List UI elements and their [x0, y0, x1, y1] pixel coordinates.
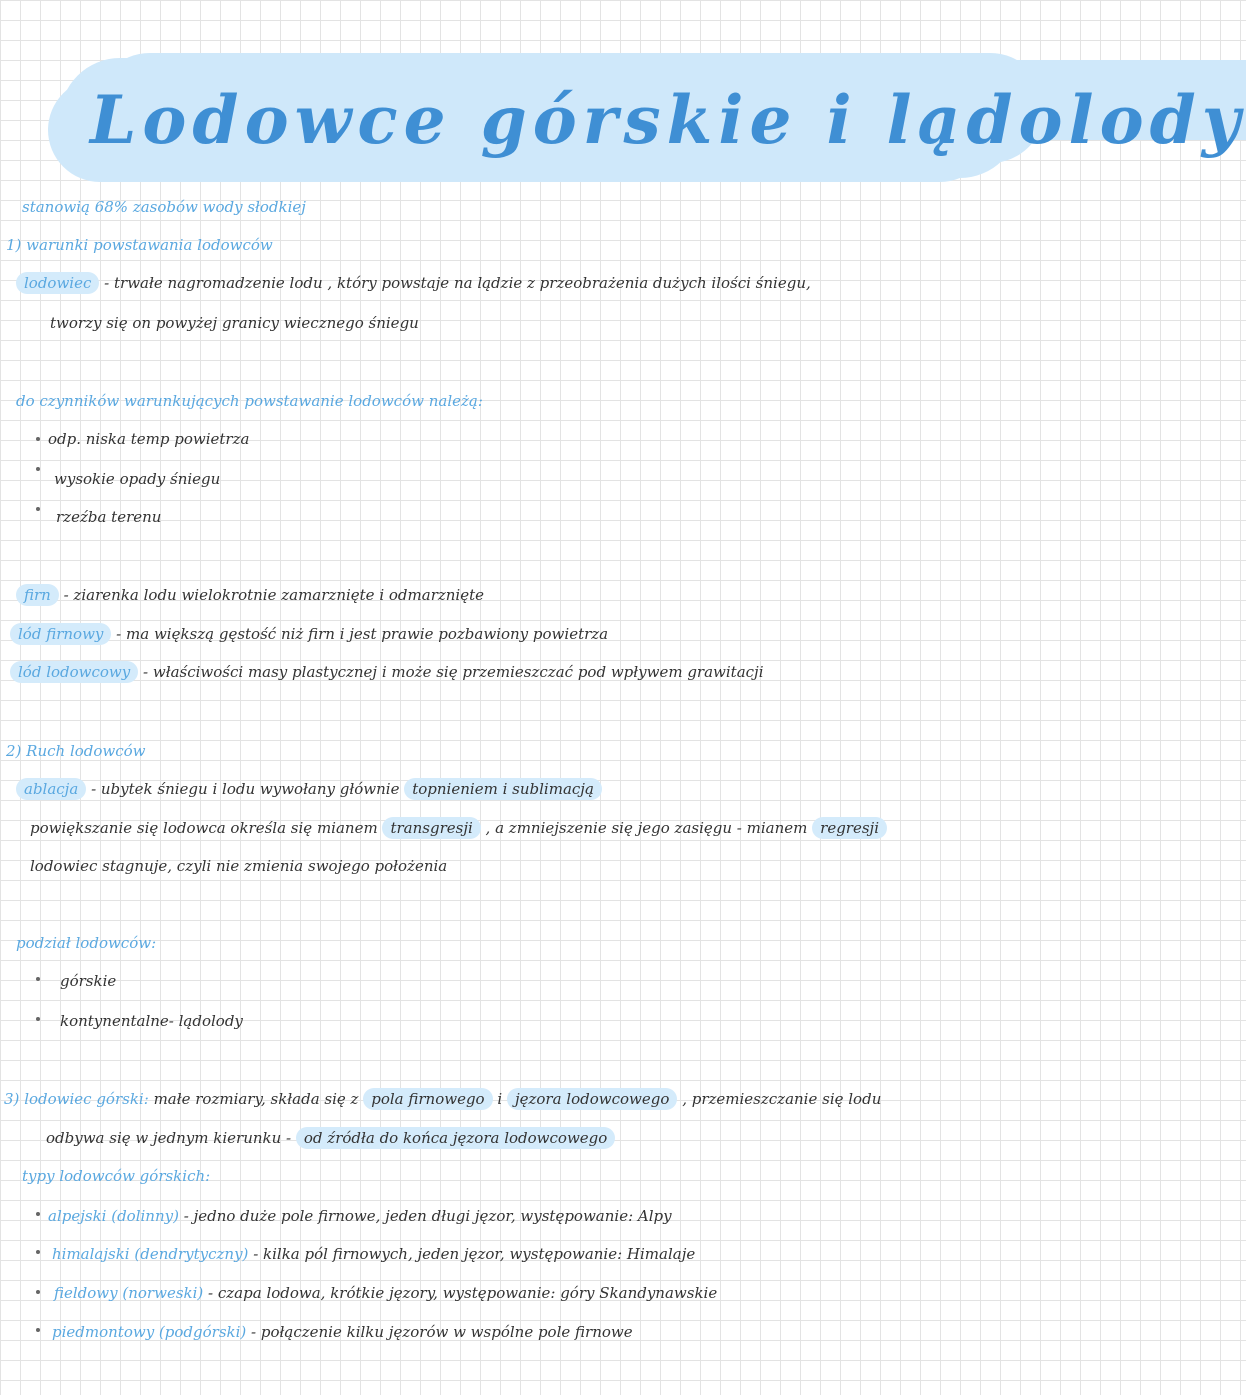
lodowiec-gorski-term: lodowiec górski: — [24, 1090, 149, 1108]
ablacja-definition — [16, 778, 602, 800]
bullet-dot — [36, 1017, 40, 1021]
lod-firnowy-term: lód firnowy — [10, 623, 111, 645]
direction-highlight: od źródła do końca jęzora lodowcowego — [296, 1127, 615, 1149]
division-heading: podział lodowców: — [16, 934, 157, 952]
regresja-term: regresji — [812, 817, 887, 839]
lod-lodowcowy-definition — [10, 661, 764, 683]
lod-lodowcowy-text: - właściwości masy plastycznej i może się przemieszczać pod wpływem grawitacji — [143, 663, 764, 681]
bullet-dot — [36, 437, 40, 441]
bullet-dot — [36, 1212, 40, 1216]
section2-heading: 2) Ruch lodowców — [6, 742, 146, 760]
lodowiec-definition-line2: tworzy się on powyżej granicy wiecznego śniegu — [50, 314, 419, 332]
type-item — [52, 1243, 695, 1265]
division-item: górskie — [60, 972, 117, 990]
section3-heading-text: małe rozmiary, składa się z — [153, 1090, 359, 1108]
sublimacja-word: sublimacją — [512, 780, 594, 798]
intro-text: stanowią 68% zasobów wody słodkiej — [22, 198, 306, 216]
section3-line2 — [46, 1127, 615, 1149]
and-word: i — [497, 1090, 503, 1108]
ablacja-text: - ubytek śniegu i lodu wywołany głównie — [91, 780, 400, 798]
section3-heading-tail: , przemieszczanie się lodu — [682, 1090, 882, 1108]
transgresja-term: transgresji — [382, 817, 480, 839]
bullet-dot — [36, 1290, 40, 1294]
bullet-dot — [36, 1328, 40, 1332]
type-text: - czapa lodowa, krótkie jęzory, występowanie: góry Skandynawskie — [208, 1284, 718, 1302]
lodowiec-term: lodowiec — [16, 272, 99, 294]
bullet-dot — [36, 1250, 40, 1254]
bullet-dot — [36, 977, 40, 981]
bullet-dot — [36, 507, 40, 511]
type-name: piedmontowy (podgórski) — [52, 1323, 247, 1341]
division-item: kontynentalne- lądolody — [60, 1012, 243, 1030]
lod-firnowy-text: - ma większą gęstość niż firn i jest prawie pozbawiony powietrza — [116, 625, 609, 643]
pole-firnowe-term: pola firnowego — [363, 1088, 492, 1110]
section3-number: 3) — [4, 1090, 20, 1108]
factor-item: wysokie opady śniegu — [54, 470, 221, 488]
type-item — [52, 1321, 633, 1343]
transgresja-mid: , a zmniejszenie się jego zasięgu - mianem — [485, 819, 808, 837]
lodowiec-definition-text: - trwałe nagromadzenie lodu , który powstaje na lądzie z przeobrażenia dużych ilości śniegu, — [104, 274, 811, 292]
factor-item: rzeźba terenu — [56, 508, 162, 526]
and-word: i — [502, 780, 508, 798]
transgresja-pre: powiększanie się lodowca określa się mianem — [30, 819, 378, 837]
section3-heading — [4, 1088, 881, 1110]
section1-heading: 1) warunki powstawania lodowców — [6, 236, 273, 254]
type-text: - jedno duże pole firnowe, jeden długi jęzor, występowanie: Alpy — [183, 1207, 672, 1225]
ablacja-highlight — [404, 778, 602, 800]
transgresja-line — [30, 817, 887, 839]
firn-text: - ziarenka lodu wielokrotnie zamarznięte i odmarznięte — [63, 586, 485, 604]
stagnacja-line: lodowiec stagnuje, czyli nie zmienia swojego położenia — [30, 857, 448, 875]
lodowiec-definition — [16, 272, 811, 294]
ablacja-term: ablacja — [16, 778, 86, 800]
lod-lodowcowy-term: lód lodowcowy — [10, 661, 138, 683]
factors-heading: do czynników warunkujących powstawanie lodowców należą: — [16, 392, 483, 410]
firn-term: firn — [16, 584, 59, 606]
bullet-dot — [36, 467, 40, 471]
type-name: alpejski (dolinny) — [48, 1207, 179, 1225]
types-heading: typy lodowców górskich: — [22, 1167, 211, 1185]
type-name: himalajski (dendrytyczny) — [52, 1245, 249, 1263]
type-text: - połączenie kilku jęzorów w wspólne pole firnowe — [251, 1323, 633, 1341]
factor-item: odp. niska temp powietrza — [48, 430, 250, 448]
lod-firnowy-definition — [10, 623, 608, 645]
type-text: - kilka pól firnowych, jeden jęzor, występowanie: Himalaje — [253, 1245, 696, 1263]
page-title: Lodowce górskie i lądolody — [90, 81, 1246, 159]
firn-definition — [16, 584, 484, 606]
jezor-lodowcowy-term: jęzora lodowcowego — [507, 1088, 677, 1110]
type-name: fieldowy (norweski) — [54, 1284, 204, 1302]
type-item — [48, 1205, 672, 1227]
type-item — [54, 1282, 717, 1304]
section3-line2-text: odbywa się w jednym kierunku - — [46, 1129, 292, 1147]
topnienie-word: topnieniem — [412, 780, 498, 798]
